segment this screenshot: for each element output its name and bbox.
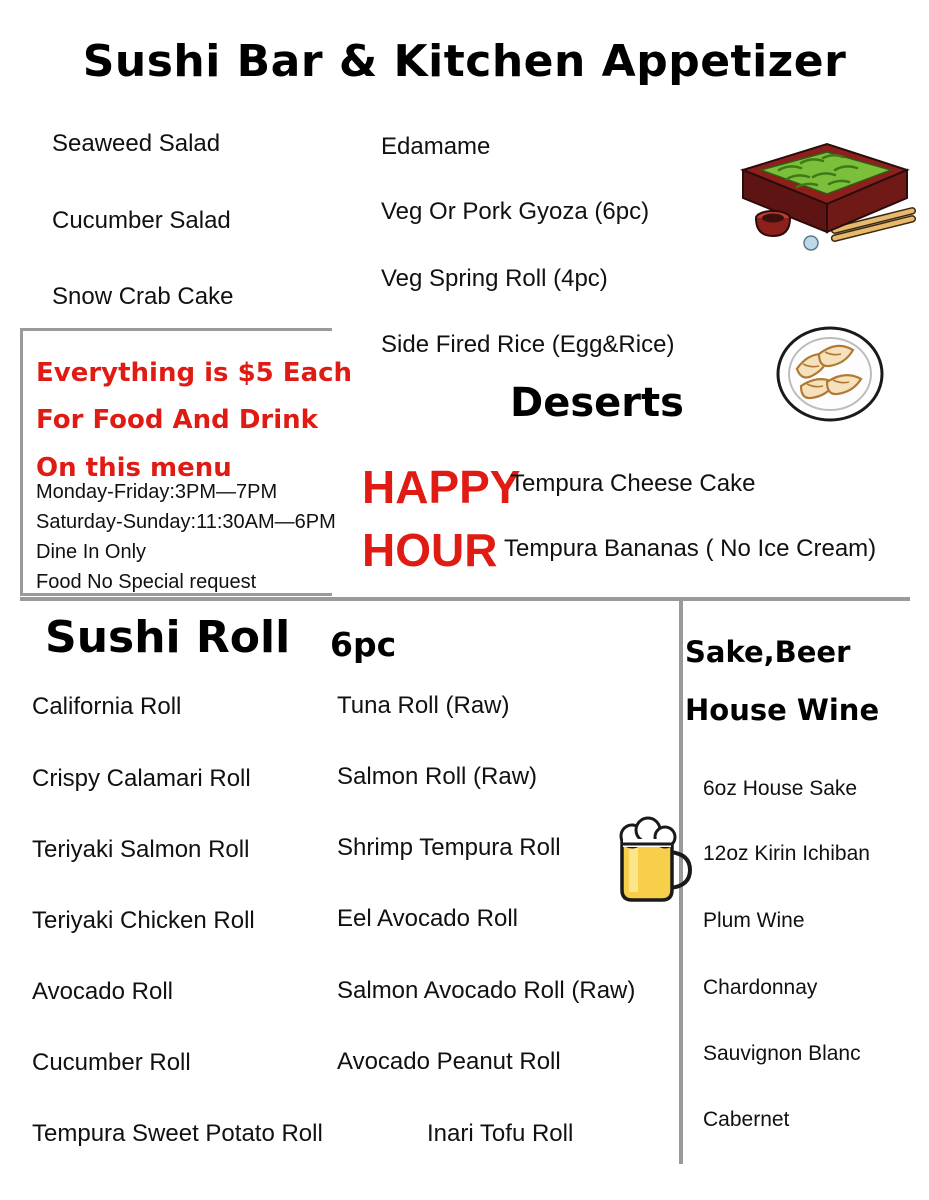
appetizer-item: Veg Spring Roll (4pc): [381, 265, 608, 292]
desert-item: Tempura Cheese Cake: [510, 470, 756, 497]
sushi-roll-item: Teriyaki Salmon Roll: [32, 836, 250, 863]
promo-line-1: Everything is $5 Each: [36, 358, 353, 388]
sushi-roll-item: Salmon Avocado Roll (Raw): [337, 977, 636, 1004]
happy-hour-line-2: HOUR: [362, 524, 498, 576]
sushi-roll-item: Avocado Peanut Roll: [337, 1048, 561, 1075]
sushi-roll-item: Tempura Sweet Potato Roll: [32, 1120, 323, 1147]
deserts-title: Deserts: [510, 380, 684, 426]
drink-item: Chardonnay: [703, 976, 818, 999]
appetizer-item: Side Fired Rice (Egg&Rice): [381, 331, 675, 358]
promo-detail: Saturday-Sunday:11:30AM—6PM: [36, 511, 336, 533]
sushi-roll-item: Salmon Roll (Raw): [337, 763, 538, 790]
desert-item: Tempura Bananas ( No Ice Cream): [504, 535, 877, 562]
promo-line-3: On this menu: [36, 453, 232, 483]
sushi-roll-item: Avocado Roll: [32, 978, 173, 1005]
drinks-title-line-2: House Wine: [685, 693, 880, 727]
promo-line-2: For Food And Drink: [36, 405, 318, 435]
appetizer-item: Edamame: [381, 133, 491, 160]
sushi-roll-item: Shrimp Tempura Roll: [337, 834, 561, 861]
sushi-roll-piece-count: 6pc: [330, 625, 397, 664]
drink-item: Cabernet: [703, 1108, 790, 1131]
page-title: Sushi Bar & Kitchen Appetizer: [82, 36, 847, 87]
gyoza-plate-icon: [775, 320, 885, 425]
happy-hour-line-1: HAPPY: [362, 461, 521, 513]
appetizer-item: Cucumber Salad: [52, 207, 231, 234]
sushi-roll-item: Crispy Calamari Roll: [32, 765, 251, 792]
sushi-roll-item: Eel Avocado Roll: [337, 905, 519, 932]
appetizer-item: Seaweed Salad: [52, 130, 221, 157]
edamame-box-icon: [735, 132, 920, 257]
drink-item: 6oz House Sake: [703, 777, 858, 800]
drinks-title-line-1: Sake,Beer: [685, 635, 851, 669]
promo-detail: Monday-Friday:3PM—7PM: [36, 481, 278, 503]
sushi-roll-title: Sushi Roll: [45, 612, 291, 663]
section-divider: [20, 597, 910, 601]
promo-detail: Food No Special request: [36, 571, 257, 593]
sushi-roll-item: Inari Tofu Roll: [427, 1120, 574, 1147]
promo-detail: Dine In Only: [36, 541, 147, 563]
sushi-roll-item: California Roll: [32, 693, 182, 720]
appetizer-item: Snow Crab Cake: [52, 283, 234, 310]
sushi-roll-item: Teriyaki Chicken Roll: [32, 907, 255, 934]
appetizer-item: Veg Or Pork Gyoza (6pc): [381, 198, 650, 225]
drink-item: Sauvignon Blanc: [703, 1042, 861, 1065]
sushi-roll-item: Tuna Roll (Raw): [337, 692, 510, 719]
beer-mug-icon: [612, 812, 692, 907]
drink-item: 12oz Kirin Ichiban: [703, 842, 870, 865]
sushi-roll-item: Cucumber Roll: [32, 1049, 191, 1076]
promo-box: [20, 328, 353, 596]
drink-item: Plum Wine: [703, 909, 805, 932]
